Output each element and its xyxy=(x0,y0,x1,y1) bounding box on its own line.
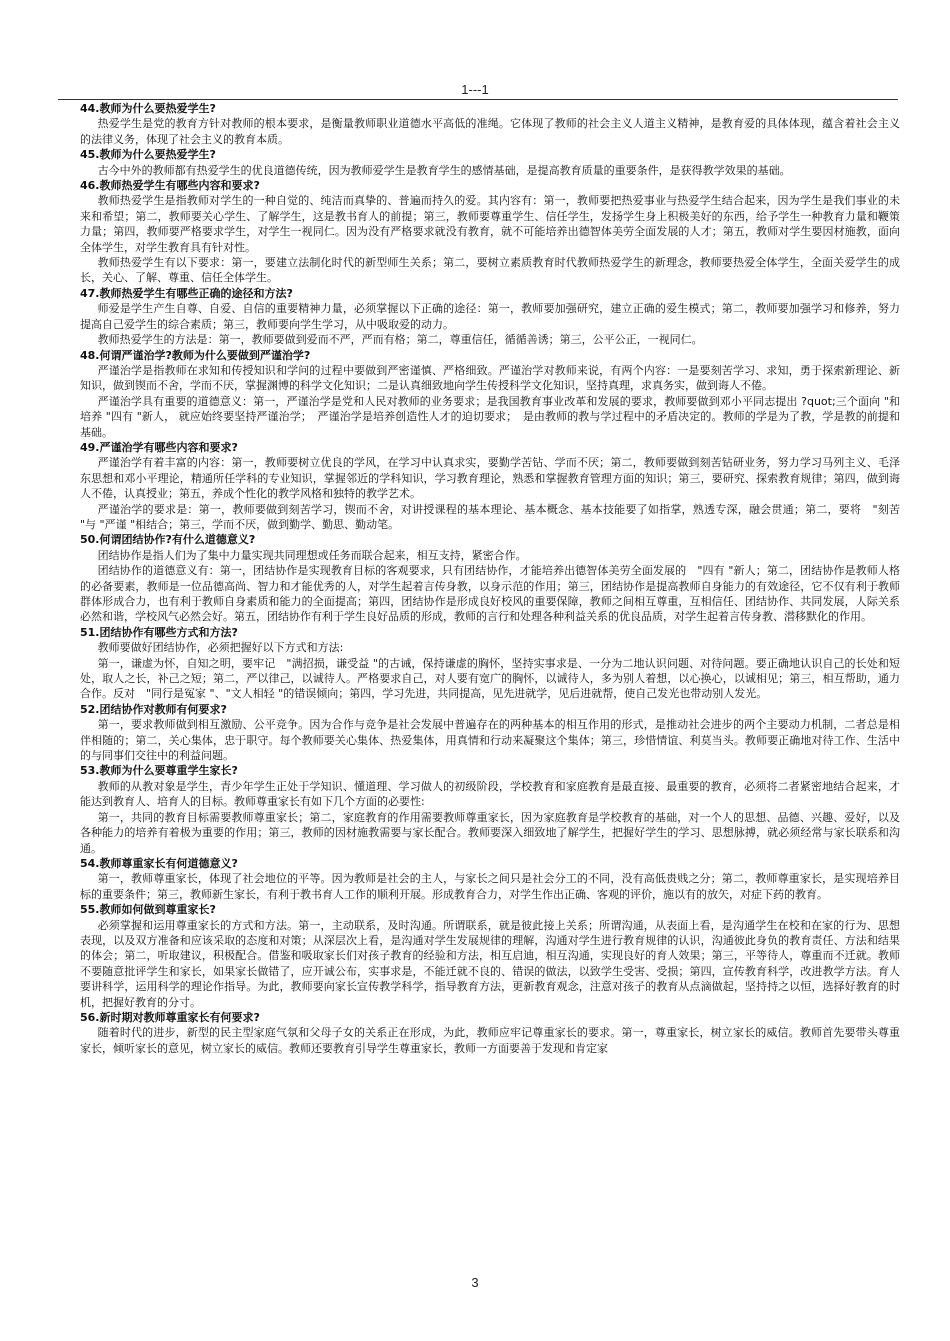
question-51-paragraph: 教师要做好团结协作，必须把握好以下方式和方法: xyxy=(97,641,344,655)
question-49-paragraph: 严谨治学的要求是：第一，教师要做到刻苦学习，锲而不舍，对讲授课程的基本理论、基本概念、基本技能要了如指掌，熟透专深，融会贯通；第二，要将 "刻苦 "与 "严谨 "相结合；第三，学而不厌，做到勤学、勤思、勤动笔。 xyxy=(80,502,900,531)
question-47-paragraph: 师爱是学生产生自尊、自爱、自信的重要精神力量，必须掌握以下正确的途径：第一，教师要加强研究，建立正确的爱生模式；第二，教师要加强学习和修养，努力提高自己爱学生的综合素质；第三，教师要向学生学习，从中吸取爱的动力。 xyxy=(80,302,900,331)
document-body xyxy=(80,101,900,1056)
question-54-paragraph: 第一，教师尊重家长，体现了社会地位的平等。因为教师是社会的主人，与家长之间只是社会分工的不同，没有高低贵贱之分；第二，教师尊重家长，是实现培养目标的重要条件；第三，教师新生家长，有利于教书育人工作的顺利开展。形成教育合力，对学生作出正确、客观的评价，施以有的放矢，对症下药的教育。 xyxy=(80,872,900,901)
page-header-marker: 1---1 xyxy=(461,82,489,97)
question-50-paragraph: 团结协作的道德意义有：第一，团结协作是实现教育目标的客观要求，只有团结协作，才能培养出德智体美劳全面发展的 "四有 "新人；第二，团结协作是教师人格的必备要素，教师是一位品德高尚、智力和才能优秀的人，对学生起着言传身教，以身示范的作用；第三，团结协作是提高教师自身能力的有效途径，它不仅有利于教师群体形成合力，也有利于教师自身素质和能力的全面提高；第四，团结协作是形成良好校风的重要保障，教师之间相互尊重，互相信任、团结协作、共同发展，人际关系必然和谐，学校风气必然会好。第五，团结协作有利于学生良好品质的形成，教师的言行和处理各种利益关系的优良品质，对学生起着言传身教、潜移默化的作用。 xyxy=(80,564,900,624)
question-55-title: 55.教师如何做到尊重家长? xyxy=(80,903,216,917)
question-49-paragraph: 严谨治学有着丰富的内容：第一，教师要树立优良的学风，在学习中认真求实，要勤学苦钻、学而不厌；第二，教师要做到刻苦钻研业务，努力学习马列主义、毛泽东思想和邓小平理论，精通所任学科的专业知识，掌握邻近的学科知识，学习教育理论，熟悉和掌握教育管理方面的知识；第三，要研究、探索教育规律；第四，做到诲人不倦，认真授业；第五，养成个性化的教学风格和独特的教学艺术。 xyxy=(80,456,900,501)
question-56-title: 56.新时期对教师尊重家长有何要求? xyxy=(80,1010,260,1024)
question-53-paragraph: 第一，共同的教育目标需要教师尊重家长；第二，家庭教育的作用需要教师尊重家长，因为家庭教育是学校教育的基础，对一个人的思想、品德、兴趣、爱好，以及各种能力的培养有着极为重要的作用；第三，教师的因材施教需要与家长配合。教师要深入细致地了解学生，把握好学生的学习、思想脉搏，就必须经常与家长联系和沟通。 xyxy=(80,810,900,855)
question-51-paragraph: 第一，谦虚为怀，自知之明，要牢记 "满招损，谦受益 "的古诫，保持谦虚的胸怀，坚持实事求是、一分为二地认识问题、对待问题。要正确地认识自己的长处和短处，取人之长，补己之短；第二，严以律己，以诚待人。严格要求自己，对人要有宽广的胸怀，以诚待人，多为别人着想，以心换心，以诚相见；第三，相互帮助，通力合作。反对 "同行是冤家 "、"文人相轻 "的错误倾向；第四，学习先进，共同提高，见先进就学，见后进就帮，使自己发光也带动别人发光。 xyxy=(80,656,900,701)
question-52-paragraph: 第一，要求教师做到相互激励、公平竞争。因为合作与竞争是社会发展中普遍存在的两种基本的相互作用的形式，是推动社会进步的两个主要动力机制，二者总是相伴相随的；第二，关心集体，忠于职守。每个教师要关心集体、热爱集体，用真情和行动来凝聚这个集体；第三，珍惜情谊、利莫当头。教师要正确地对待工作、生活中的与同事们交往中的利益问题。 xyxy=(80,718,900,763)
question-49-title: 49.严谨治学有哪些内容和要求? xyxy=(80,440,238,454)
question-48-title: 48.何谓严谨治学?教师为什么要做到严谨治学? xyxy=(80,348,311,362)
question-46-paragraph: 教师热爱学生是指教师对学生的一种自觉的、纯洁而真挚的、普遍而持久的爱。其内容有：第一，教师要把热爱事业与热爱学生结合起来，因为学生是我们事业的未来和希望；第二，教师要关心学生、了解学生，这是教书育人的前提；第三，教师要尊重学生、信任学生，发扬学生身上积极美好的东西，给予学生一种教育力量和鞭策力量；第四，教师要严格要求学生，对学生一视同仁。因为没有严格要求就没有教育，就不可能培养出德智体美劳全面发展的人才；第五，教师对学生要因材施教，面向全体学生，对学生教育具有针对性。 xyxy=(80,194,900,254)
question-44-title: 44.教师为什么要热爱学生? xyxy=(80,102,216,115)
question-50-paragraph: 团结协作是指人们为了集中力量实现共同理想或任务而联合起来，相互支持，紧密合作。 xyxy=(97,548,527,562)
question-46-title: 46.教师热爱学生有哪些内容和要求? xyxy=(80,179,260,193)
question-52-title: 52.团结协作对教师有何要求? xyxy=(80,702,227,716)
question-53-title: 53.教师为什么要尊重学生家长? xyxy=(80,764,238,778)
page-number: 3 xyxy=(471,1275,479,1290)
question-56-paragraph: 随着时代的进步，新型的民主型家庭气氛和父母子女的关系正在形成，为此，教师应牢记尊重家长的要求。第一，尊重家长，树立家长的威信。教师首先要带头尊重家长，倾听家长的意见，树立家长的威信。教师还要教育引导学生尊重家长，教师一方面要善于发现和肯定家 xyxy=(80,1026,900,1055)
question-47-paragraph: 教师热爱学生的方法是：第一，教师要做到爱而不严，严而有格；第二，尊重信任，循循善诱；第三，公平公正，一视同仁。 xyxy=(97,333,703,347)
question-51-title: 51.团结协作有哪些方式和方法? xyxy=(80,625,238,639)
question-44-paragraph: 热爱学生是党的教育方针对教师的根本要求，是衡量教师职业道德水平高低的准绳。它体现了教师的社会主义人道主义精神，是教育爱的具体体现，蕴含着社会主义的法律义务，体现了社会主义的教育本质。 xyxy=(80,117,900,146)
question-48-paragraph: 严谨治学是指教师在求知和传授知识和学问的过程中要做到严密谨慎、严格细致。严谨治学对教师来说，有两个内容：一是要刻苦学习、求知，勇于探索新理论、新知识，做到锲而不舍，学而不厌，掌握渊博的科学文化知识；二是认真细致地向学生传授科学文化知识，坚持真理，求真务实，做到诲人不倦。 xyxy=(80,363,900,393)
question-55-paragraph: 必须掌握和运用尊重家长的方式和方法。第一，主动联系，及时沟通。所谓联系，就是彼此接上关系；所谓沟通，从表面上看，是沟通学生在校和在家的行为、思想表现，以及双方准备和应该采取的态度和对策；从深层次上看，是沟通对学生发展规律的理解，沟通对学生进行教育规律的认识，沟通彼此身负的教育责任、方法和结果的体会；第二，听取建议，积极配合。借鉴和吸取家长们对孩子教育的经验和方法，相互启迪，相互沟通，实现良好的育人效果；第三，平等待人，尊重而不迁就。教师不要随意批评学生和家长，如果家长做错了，应开诚公布，实事求是，不能迁就不良的、错误的做法，以致学生受害、受损；第四，宣传教育科学，改进教学方法。育人要讲科学，运用科学的理论作指导。为此，教师要向家长宣传教学科学，指导教育方法，更新教育观念，注意对孩子的教育从点滴做起，坚持持之以恒，选择好教育的时机，把握好教育的分寸。 xyxy=(80,918,900,1009)
question-54-title: 54.教师尊重家长有何道德意义? xyxy=(80,856,238,870)
question-46-paragraph: 教师热爱学生有以下要求：第一，要建立法制化时代的新型师生关系；第二，要树立素质教育时代教师热爱学生的新理念，教师要热爱全体学生，全面关爱学生的成长，关心、了解、尊重、信任全体学生。 xyxy=(80,256,900,285)
question-53-paragraph: 教师的从教对象是学生，青少年学生正处于学知识、懂道理、学习做人的初级阶段，学校教育和家庭教育是最直接、最重要的教育，必须将二者紧密地结合起来，才能达到教育人、培育人的目标。教师尊重家长有如下几个方面的必要性: xyxy=(80,779,900,809)
header-divider xyxy=(58,99,898,100)
question-47-title: 47.教师热爱学生有哪些正确的途径和方法? xyxy=(80,286,293,300)
question-48-paragraph: 严谨治学具有重要的道德意义：第一，严谨治学是党和人民对教师的业务要求；是我国教育事业改革和发展的要求，教师要做到邓小平同志提出 ?quot;三个面向 "和培养 "四有 "新人， 就应始终要坚持严谨治学； 严谨治学是培养创造性人才的迫切要求； 是由教师的教与学过程中的矛盾决定的。教师的学是为了教，学是教的前提和基础。 xyxy=(80,394,900,439)
question-50-title: 50.何谓团结协作?有什么道德意义? xyxy=(80,533,256,547)
question-45-title: 45.教师为什么要热爱学生? xyxy=(80,148,216,162)
question-45-paragraph: 古今中外的教师都有热爱学生的优良道德传统，因为教师爱学生是教育学生的感情基础，是提高教育质量的重要条件，是获得教学效果的基础。 xyxy=(97,163,791,177)
